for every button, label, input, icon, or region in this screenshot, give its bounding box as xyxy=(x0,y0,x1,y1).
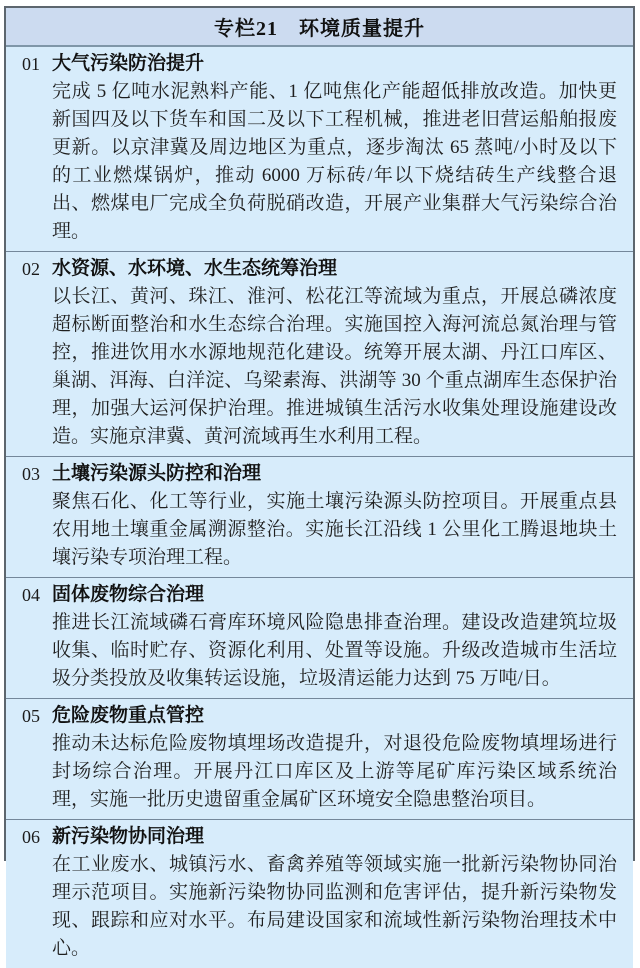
section-body-text: 聚焦石化、化工等行业，实施土壤污染源头防控项目。开展重点县农用地土壤重金属溯源整治。实施长江沿线 1 公里化工腾退地块土壤污染专项治理工程。 xyxy=(52,491,617,568)
environment-quality-panel xyxy=(4,6,635,959)
section-content xyxy=(52,460,617,572)
section-content xyxy=(52,255,617,451)
section-content xyxy=(52,702,617,814)
section-number: 04 xyxy=(22,585,40,605)
panel-title: 专栏21 环境质量提升 xyxy=(214,18,425,40)
section-water xyxy=(6,251,633,456)
section-content xyxy=(52,823,617,963)
section-body-text: 以长江、黄河、珠江、淮河、松花江等流域为重点，开展总磷浓度超标断面整治和水生态综合治理。实施国控入海河流总氮治理与管控，推进饮用水水源地规范化建设。统筹开展太湖、丹江口库区、巢湖、洱海、白洋淀、乌梁素海、洪湖等 30 个重点湖库生态保护治理，加强大运河保护治理。推进城镇生活污水收集处理设施建设改造。实施京津冀、黄河流域再生水利用工程。 xyxy=(52,286,617,447)
section-heading: 危险废物重点管控 xyxy=(52,705,205,726)
section-body-text: 推动未达标危险废物填埋场改造提升，对退役危险废物填埋场进行封场综合治理。开展丹江口库区及上游等尾矿库污染区域系统治理，实施一批历史遗留重金属矿区环境安全隐患整治项目。 xyxy=(52,733,617,810)
section-heading: 新污染物协同治理 xyxy=(52,826,205,847)
section-soil xyxy=(6,456,633,577)
section-content xyxy=(52,50,617,246)
section-body-text: 推进长江流域磷石膏库环境风险隐患排查治理。建设改造建筑垃圾收集、临时贮存、资源化利用、处置等设施。升级改造城市生活垃圾分类投放及收集转运设施，垃圾清运能力达到 75 万吨/日。 xyxy=(52,612,617,689)
section-heading: 大气污染防治提升 xyxy=(52,53,205,74)
section-heading: 固体废物综合治理 xyxy=(52,584,205,605)
section-air-pollution xyxy=(6,47,633,251)
section-number: 05 xyxy=(22,706,40,726)
section-number: 03 xyxy=(22,464,40,484)
panel-body xyxy=(6,47,633,968)
section-heading: 土壤污染源头防控和治理 xyxy=(52,463,262,484)
section-heading: 水资源、水环境、水生态统筹治理 xyxy=(52,258,338,279)
section-hazardous-waste xyxy=(6,698,633,819)
section-solid-waste xyxy=(6,577,633,698)
section-body-text: 在工业废水、城镇污水、畜禽养殖等领域实施一批新污染物协同治理示范项目。实施新污染物协同监测和危害评估，提升新污染物发现、跟踪和应对水平。布局建设国家和流域性新污染物治理技术中心。 xyxy=(52,854,617,959)
section-number: 06 xyxy=(22,827,40,847)
panel-header xyxy=(6,8,633,47)
section-body-text: 完成 5 亿吨水泥熟料产能、1 亿吨焦化产能超低排放改造。加快更新国四及以下货车和国二及以下工程机械，推进老旧营运船舶报废更新。以京津冀及周边地区为重点，逐步淘汰 65 蒸吨/小时及以下的工业燃煤锅炉，推动 6000 万标砖/年以下烧结砖生产线整合退出、燃煤电厂完成全负荷脱硝改造，开展产业集群大气污染综合治理。 xyxy=(52,81,617,242)
section-number: 02 xyxy=(22,259,40,279)
section-content xyxy=(52,581,617,693)
section-number: 01 xyxy=(22,54,40,74)
section-new-pollutants xyxy=(6,819,633,968)
